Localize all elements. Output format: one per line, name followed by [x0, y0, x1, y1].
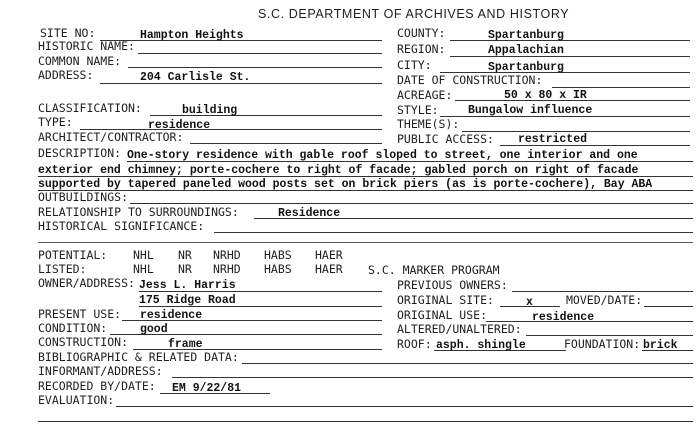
recorded-by-value: EM 9/22/81 [172, 382, 242, 395]
informant-line [172, 377, 693, 378]
condition-label: CONDITION: [38, 321, 108, 335]
potential-haer: HAER [315, 248, 343, 262]
construction-value: frame [168, 338, 203, 351]
description-line-2: exterior end chimney; porte-cochere to right of facade; gabled porch on right of facade [38, 164, 639, 177]
type-label: TYPE: [38, 115, 73, 129]
altered-line [526, 335, 693, 336]
description-underline-3 [38, 190, 693, 191]
theme-line [462, 131, 690, 132]
classification-value: building [182, 104, 238, 117]
foundation-label: FOUNDATION: [564, 337, 641, 351]
architect-line [190, 143, 382, 144]
present-use-value: residence [140, 309, 203, 322]
historic-name-label: HISTORIC NAME: [38, 39, 135, 53]
listed-nrhd: NRHD [213, 262, 241, 276]
listed-label: LISTED: [38, 262, 87, 276]
site-no-label: SITE NO: [40, 26, 96, 40]
potential-nrhd: NRHD [213, 248, 241, 262]
owner-address-label: OWNER/ADDRESS: [38, 276, 135, 290]
description-line-3: supported by tapered paneled wood posts set on brick piers (as is porte-cochere), Bay ABA [38, 178, 653, 191]
county-line [450, 40, 690, 41]
county-value: Spartanburg [488, 29, 564, 42]
city-label: CITY: [397, 58, 432, 72]
potential-nr: NR [178, 248, 192, 262]
original-use-label: ORIGINAL USE: [397, 308, 488, 322]
listed-nr: NR [178, 262, 192, 276]
common-name-line [128, 67, 382, 68]
date-of-construction-line [552, 87, 690, 88]
section-rule-1 [38, 242, 693, 243]
altered-label: ALTERED/UNALTERED: [397, 322, 522, 336]
evaluation-line-2 [38, 421, 693, 422]
listed-habs: HABS [264, 262, 292, 276]
owner-underline-2 [139, 306, 382, 307]
style-value: Bungalow influence [468, 104, 593, 117]
outbuildings-label: OUTBUILDINGS: [38, 190, 129, 204]
bibliographic-line [242, 363, 693, 364]
theme-label: THEME(S): [397, 117, 460, 131]
common-name-label: COMMON NAME: [38, 54, 122, 68]
evaluation-label: EVALUATION: [38, 393, 115, 407]
classification-label: CLASSIFICATION: [38, 101, 142, 115]
moved-date-line [644, 306, 693, 307]
county-label: COUNTY: [397, 26, 446, 40]
historical-significance-label: HISTORICAL SIGNIFICANCE: [38, 219, 205, 233]
acreage-value: 50 x 80 x IR [504, 89, 587, 102]
style-label: STYLE: [397, 103, 439, 117]
roof-label: ROOF: [397, 337, 432, 351]
historical-significance-line [214, 232, 693, 233]
construction-label: CONSTRUCTION: [38, 335, 129, 349]
description-underline-1 [127, 161, 693, 162]
type-value: residence [148, 119, 211, 132]
outbuildings-line [130, 203, 693, 204]
potential-label: POTENTIAL: [38, 248, 108, 262]
potential-habs: HABS [264, 248, 292, 262]
city-value: Spartanburg [488, 61, 564, 74]
original-use-value: residence [532, 311, 595, 324]
owner-line-2: 175 Ridge Road [139, 294, 236, 307]
site-no-value: Hampton Heights [140, 29, 244, 42]
region-line [450, 56, 690, 57]
address-value: 204 Carlisle St. [140, 71, 251, 84]
date-of-construction-label: DATE OF CONSTRUCTION: [397, 73, 543, 87]
condition-value: good [140, 323, 168, 336]
previous-owners-label: PREVIOUS OWNERS: [397, 278, 508, 292]
owner-underline-1 [139, 291, 382, 292]
historic-name-line [138, 53, 382, 54]
recorded-by-label: RECORDED BY/DATE: [38, 379, 156, 393]
marker-program-label: S.C. MARKER PROGRAM [368, 263, 500, 277]
form-header: S.C. DEPARTMENT OF ARCHIVES AND HISTORY [258, 7, 570, 21]
acreage-label: ACREAGE: [397, 88, 453, 102]
region-value: Appalachian [488, 44, 564, 57]
description-underline-2 [38, 176, 693, 177]
bibliographic-label: BIBLIOGRAPHIC & RELATED DATA: [38, 350, 239, 364]
original-site-label: ORIGINAL SITE: [397, 293, 494, 307]
listed-nhl: NHL [133, 262, 154, 276]
relationship-value: Residence [278, 207, 341, 220]
potential-nhl: NHL [133, 248, 154, 262]
architect-label: ARCHITECT/CONTRACTOR: [38, 130, 184, 144]
relationship-label: RELATIONSHIP TO SURROUNDINGS: [38, 205, 239, 219]
description-label: DESCRIPTION: [38, 146, 122, 160]
address-label: ADDRESS: [38, 68, 94, 82]
description-line-1: One-story residence with gable roof sloped to street, one interior and one [127, 149, 638, 162]
present-use-label: PRESENT USE: [38, 307, 122, 321]
evaluation-line-1 [116, 406, 693, 407]
informant-label: INFORMANT/ADDRESS: [38, 364, 163, 378]
listed-haer: HAER [315, 262, 343, 276]
moved-date-label: MOVED/DATE: [566, 293, 643, 307]
original-site-value: x [526, 296, 533, 309]
region-label: REGION: [397, 42, 446, 56]
public-access-value: restricted [518, 133, 588, 146]
previous-owners-line [512, 291, 693, 292]
public-access-label: PUBLIC ACCESS: [397, 132, 494, 146]
roof-value: asph. shingle [436, 339, 526, 352]
owner-line-1: Jess L. Harris [139, 279, 236, 292]
foundation-value: brick [643, 339, 678, 352]
